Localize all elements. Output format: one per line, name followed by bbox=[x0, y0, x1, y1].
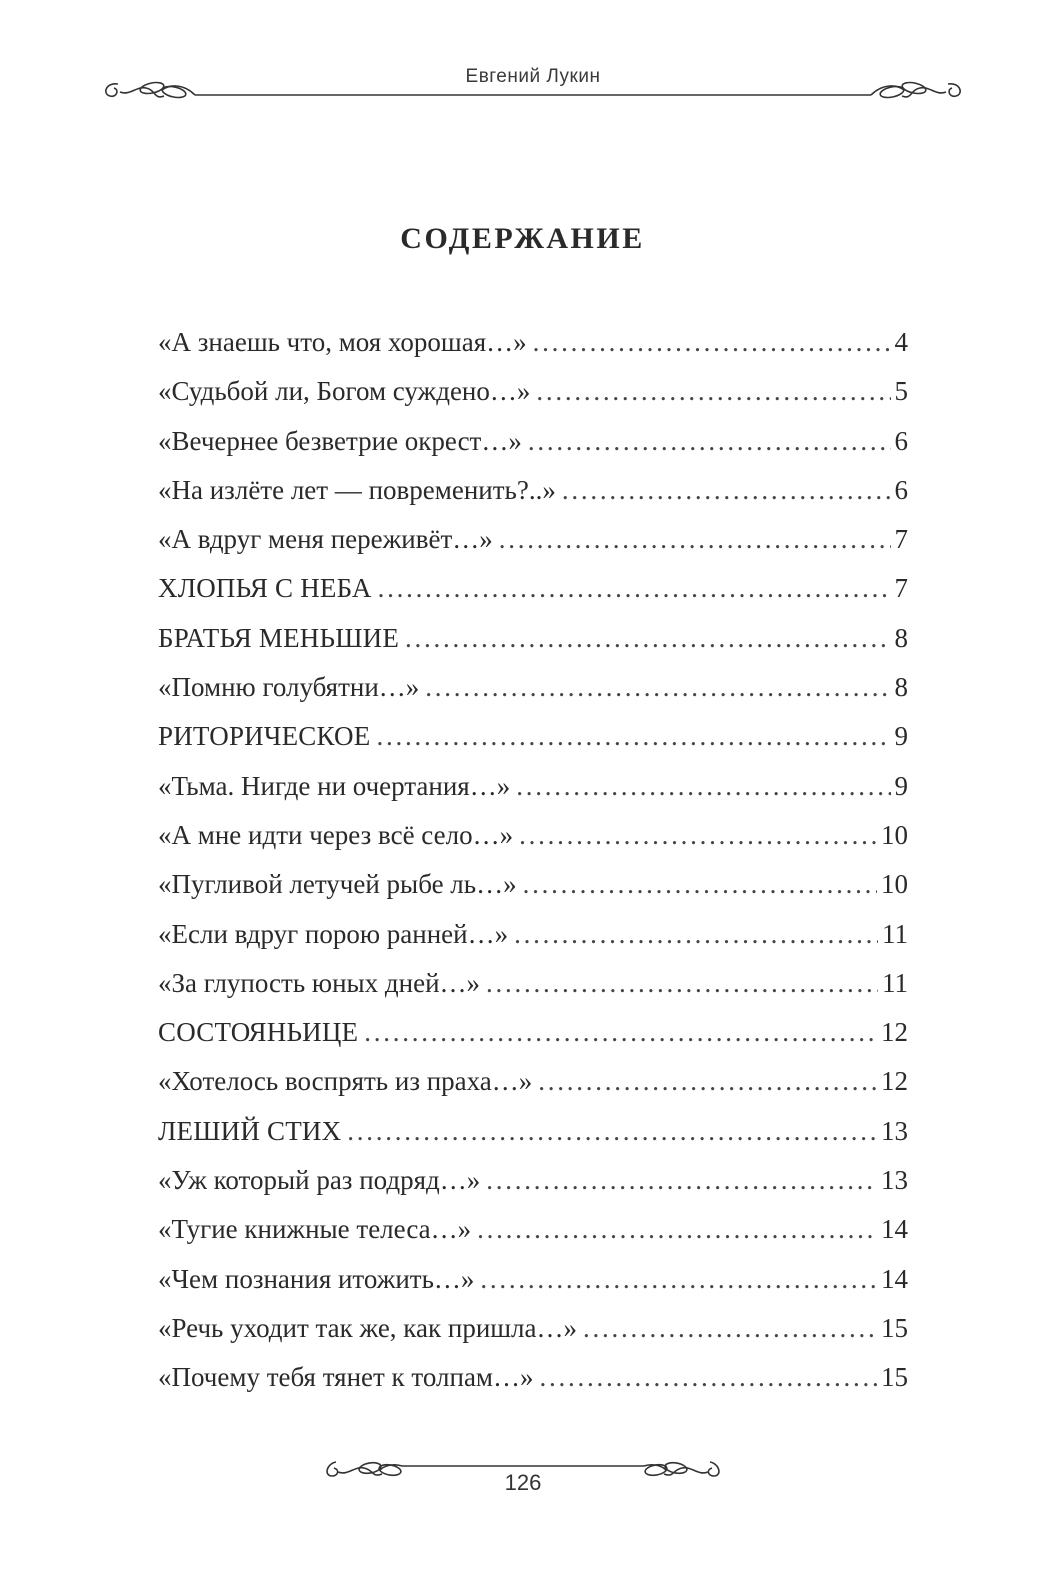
toc-entry-page: 11 bbox=[882, 918, 908, 949]
dot-leader bbox=[378, 568, 891, 608]
page-footer bbox=[322, 1452, 724, 1512]
toc-entry-page: 8 bbox=[894, 672, 908, 703]
toc-entry-page: 11 bbox=[882, 967, 908, 998]
dot-leader bbox=[347, 1111, 877, 1151]
toc-entry-page: 12 bbox=[881, 1066, 908, 1097]
toc-entry-title: «А вдруг меня переживёт…» bbox=[158, 524, 493, 555]
page-title: СОДЕРЖАНИЕ bbox=[400, 222, 645, 255]
toc-entry-page: 5 bbox=[894, 376, 908, 407]
toc-entry-title: «Почему тебя тянет к толпам…» bbox=[158, 1362, 534, 1393]
toc-entry-page: 14 bbox=[881, 1263, 908, 1294]
dot-leader bbox=[536, 371, 890, 411]
toc-entry-title: «Если вдруг порою ранней…» bbox=[158, 918, 509, 949]
toc-entry-page: 9 bbox=[894, 721, 908, 752]
dot-leader bbox=[499, 519, 891, 559]
toc-entry-title: «Хотелось воспрять из праха…» bbox=[158, 1066, 533, 1097]
running-head-author: Евгений Лукин bbox=[465, 66, 601, 87]
toc-entry bbox=[158, 864, 908, 913]
toc-entry bbox=[158, 519, 908, 568]
toc-entry-page: 7 bbox=[894, 524, 908, 555]
dot-leader bbox=[364, 1012, 877, 1052]
toc-entry-page: 7 bbox=[894, 573, 908, 604]
toc-entry-title: СОСТОЯНЬИЦЕ bbox=[158, 1017, 359, 1048]
toc-entry-title: «На излёте лет — повременить?..» bbox=[158, 474, 556, 505]
dot-leader bbox=[533, 322, 891, 362]
toc-entry bbox=[158, 1061, 908, 1110]
toc-entry bbox=[158, 1209, 908, 1258]
dot-leader bbox=[486, 1160, 877, 1200]
toc-entry bbox=[158, 716, 908, 765]
toc-entry bbox=[158, 815, 908, 864]
toc-entry-page: 6 bbox=[894, 425, 908, 456]
toc-entry bbox=[158, 322, 908, 371]
dot-leader bbox=[480, 1259, 877, 1299]
dot-leader bbox=[514, 914, 878, 954]
dot-leader bbox=[516, 766, 890, 806]
toc-entry-title: «Чем познания итожить…» bbox=[158, 1263, 475, 1294]
toc-entry-page: 10 bbox=[881, 819, 908, 850]
toc-entry bbox=[158, 1357, 908, 1406]
toc-entry-title: «А знаешь что, моя хорошая…» bbox=[158, 327, 527, 357]
toc-entry-page: 10 bbox=[881, 869, 908, 900]
toc-entry-page: 4 bbox=[894, 327, 908, 357]
dot-leader bbox=[562, 470, 891, 510]
toc-entry bbox=[158, 1308, 908, 1357]
toc-entry bbox=[158, 1160, 908, 1209]
toc-entry bbox=[158, 568, 908, 617]
dot-leader bbox=[519, 815, 877, 855]
toc-entry-title: ХЛОПЬЯ С НЕБА bbox=[158, 573, 372, 604]
toc-entry bbox=[158, 371, 908, 420]
toc-entry-page: 15 bbox=[881, 1362, 908, 1393]
toc-entry-page: 14 bbox=[881, 1214, 908, 1245]
toc-entry-title: «Пугливой летучей рыбе ль…» bbox=[158, 869, 517, 900]
toc-entry-page: 15 bbox=[881, 1312, 908, 1343]
toc-entry bbox=[158, 1259, 908, 1308]
toc-entry bbox=[158, 667, 908, 716]
toc-entry-title: БРАТЬЯ МЕНЬШИЕ bbox=[158, 622, 400, 653]
toc-entry-title: «Судьбой ли, Богом суждено…» bbox=[158, 376, 531, 407]
toc-entry bbox=[158, 963, 908, 1012]
table-of-contents bbox=[158, 322, 908, 1407]
toc-entry-page: 8 bbox=[894, 622, 908, 653]
dot-leader bbox=[376, 716, 890, 756]
dot-leader bbox=[528, 421, 891, 461]
toc-entry-title: ЛЕШИЙ СТИХ bbox=[158, 1115, 342, 1146]
toc-entry bbox=[158, 421, 908, 470]
dot-leader bbox=[405, 618, 890, 658]
dot-leader bbox=[538, 1061, 877, 1101]
dot-leader bbox=[523, 864, 877, 904]
toc-entry-title: «Тьма. Нигде ни очертания…» bbox=[158, 770, 511, 801]
toc-entry-title: РИТОРИЧЕСКОЕ bbox=[158, 721, 371, 752]
toc-entry bbox=[158, 470, 908, 519]
toc-entry-page: 12 bbox=[881, 1017, 908, 1048]
toc-entry-title: «Помню голубятни…» bbox=[158, 672, 420, 703]
toc-entry-page: 6 bbox=[894, 474, 908, 505]
toc-entry-page: 13 bbox=[881, 1165, 908, 1196]
toc-entry bbox=[158, 1111, 908, 1160]
toc-entry-title: «А мне идти через всё село…» bbox=[158, 819, 514, 850]
toc-entry-title: «За глупость юных дней…» bbox=[158, 967, 481, 998]
toc-entry bbox=[158, 914, 908, 963]
toc-entry bbox=[158, 1012, 908, 1061]
toc-entry bbox=[158, 766, 908, 815]
toc-entry-title: «Вечернее безветрие окрест…» bbox=[158, 425, 522, 456]
dot-leader bbox=[477, 1209, 877, 1249]
toc-entry bbox=[158, 618, 908, 667]
toc-entry-page: 13 bbox=[881, 1115, 908, 1146]
toc-entry-page: 9 bbox=[894, 770, 908, 801]
dot-leader bbox=[583, 1308, 877, 1348]
running-head bbox=[100, 62, 966, 112]
dot-leader bbox=[486, 963, 878, 1003]
dot-leader bbox=[425, 667, 890, 707]
toc-entry-title: «Речь уходит так же, как пришла…» bbox=[158, 1312, 578, 1343]
toc-entry-title: «Тугие книжные телеса…» bbox=[158, 1214, 472, 1245]
dot-leader bbox=[540, 1357, 877, 1397]
page-number: 126 bbox=[504, 1470, 542, 1495]
toc-entry-title: «Уж который раз подряд…» bbox=[158, 1165, 481, 1196]
